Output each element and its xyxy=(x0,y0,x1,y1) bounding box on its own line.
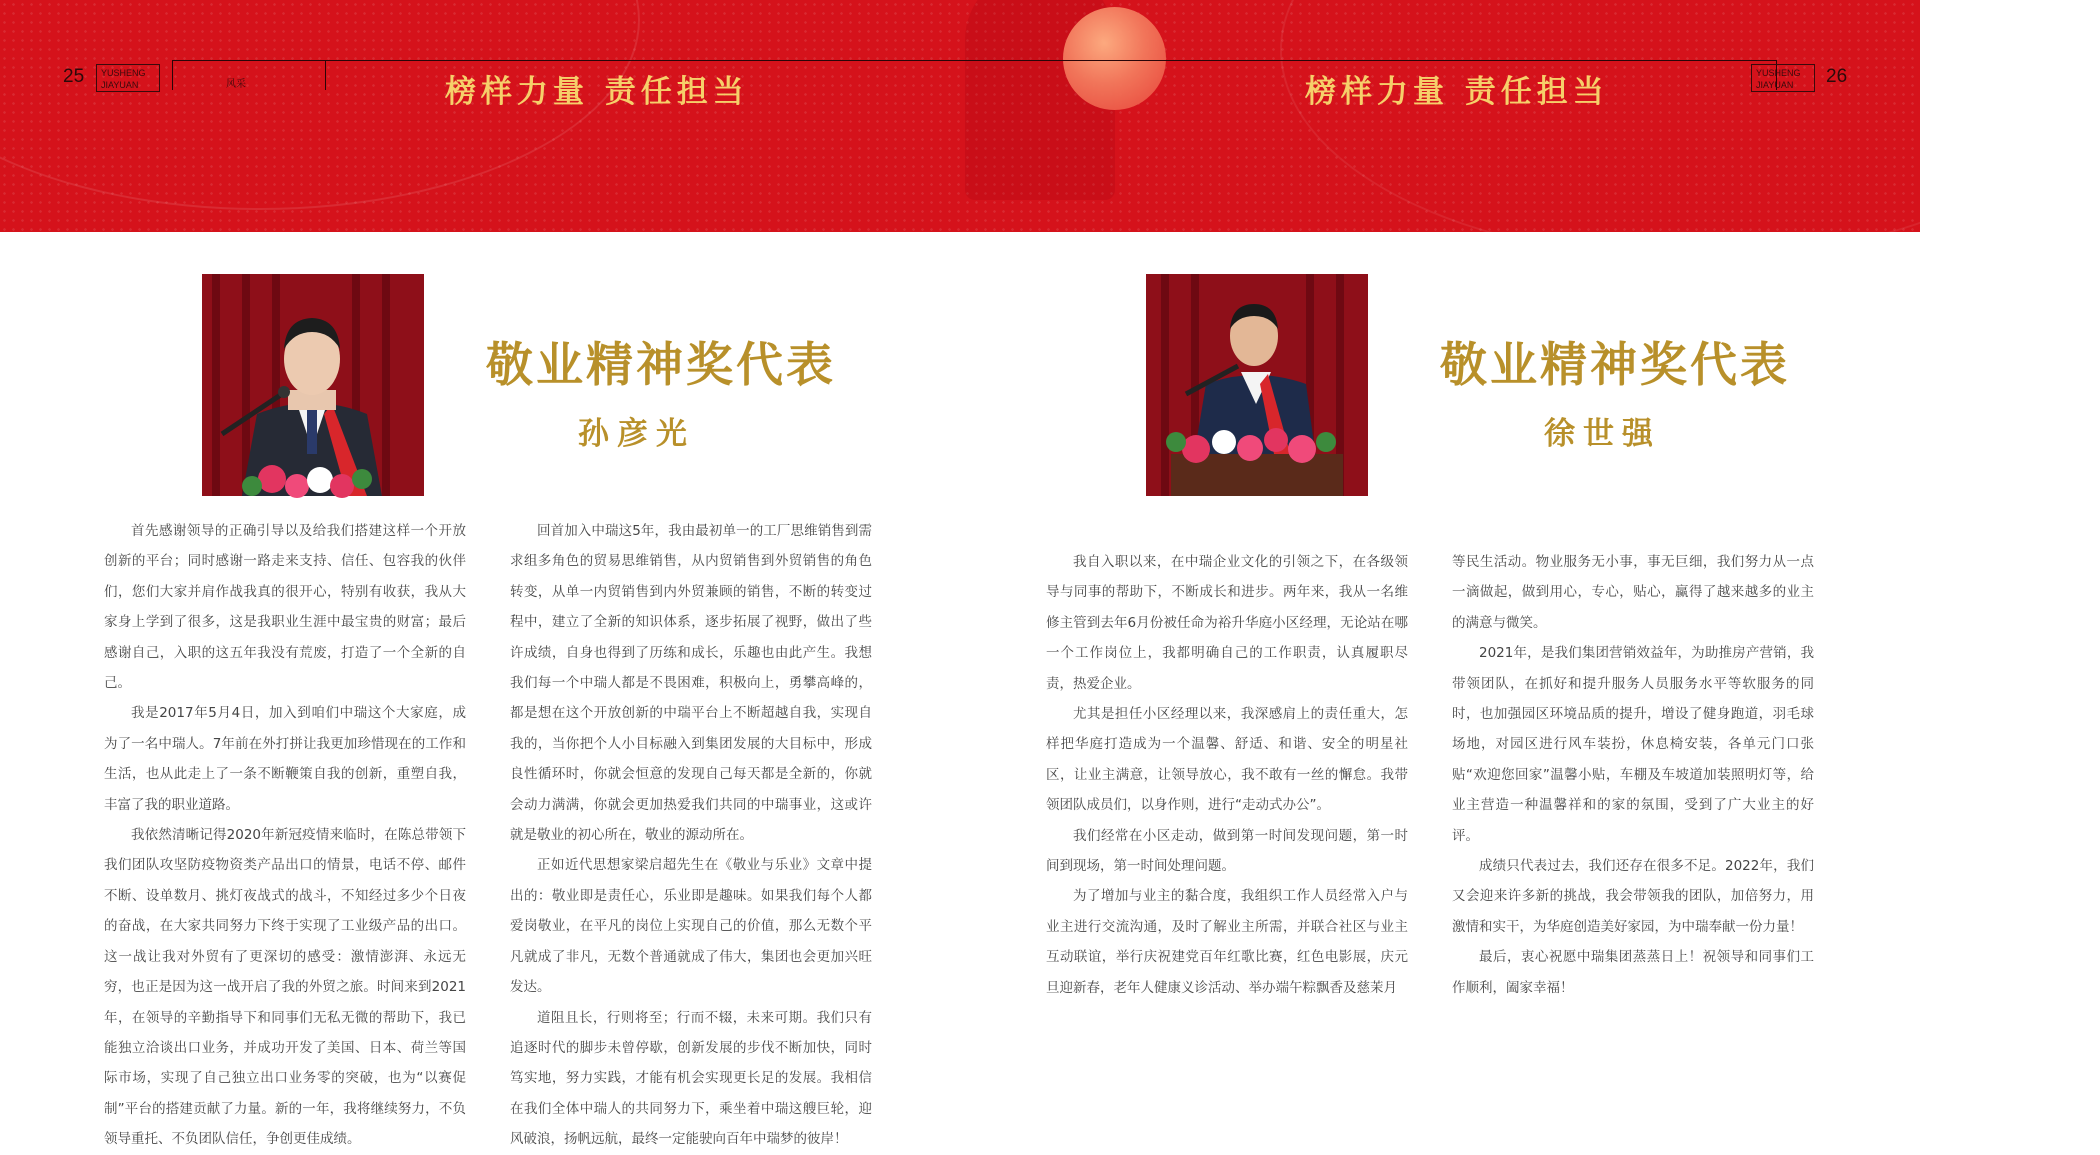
paragraph: 我依然清晰记得2020年新冠疫情来临时，在陈总带领下我们团队攻坚防疫物资类产品出口的情景，电话不停、邮件不断、设单数月、挑灯夜战式的战斗，不知经过多少个日夜的奋战，在大家共同努力下终于实现了工业级产品的出口。这一战让我对外贸有了更深切的感受：激情澎湃、永远无穷，也正是因为这一战开启了我的外贸之旅。时间来到2021年，在领导的辛勤指导下和同事们无私无微的帮助下，我已能独立洽谈出口业务，并成功开发了美国、日本、荷兰等国际市场，实现了自己独立出口业务零的突破，也为“以赛促制”平台的搭建贡献了力量。新的一年，我将继续努力，不负领导重托、不负团队信任，争创更佳成绩。 xyxy=(104,827,466,1148)
person-name-left: 孙彦光 xyxy=(578,416,695,452)
paragraph: 尤其是担任小区经理以来，我深感肩上的责任重大，怎样把华庭打造成为一个温馨、舒适、和谐、安全的明星社区，让业主满意，让领导放心，我不敢有一丝的懈怠。我带领团队成员们，以身作则，进行“走动式办公”。 xyxy=(1046,706,1408,814)
header-rule-tick xyxy=(172,60,173,90)
portrait-photo-left xyxy=(202,274,424,496)
page-number-right: 26 xyxy=(1826,66,1848,87)
banner-sun-decor xyxy=(1063,7,1166,110)
paragraph: 为了增加与业主的黏合度，我组织工作人员经常入户与业主进行交流沟通，及时了解业主所需，并联合社区与业主互动联谊，举行庆祝建党百年红歌比赛，红色电影展，庆元旦迎新春，老年人健康义诊活动、举办端午粽飘香及慈茉月 xyxy=(1046,888,1408,996)
paragraph: 最后，衷心祝愿中瑞集团蒸蒸日上！祝领导和同事们工作顺利，阖家幸福！ xyxy=(1452,949,1814,996)
slogan-left: 榜样力量 责任担当 xyxy=(445,74,749,110)
brand-logo-right: YUSHENG JIAYUAN xyxy=(1751,64,1815,92)
page-number-left: 25 xyxy=(63,66,85,87)
article-column-left-1 xyxy=(104,516,466,1155)
paragraph: 等民生活动。物业服务无小事，事无巨细，我们努力从一点一滴做起，做到用心，专心，贴心，赢得了越来越多的业主的满意与微笑。 xyxy=(1452,554,1814,631)
paragraph: 成绩只代表过去，我们还存在很多不足。2022年，我们又会迎来许多新的挑战，我会带领我的团队，加倍努力，用激情和实干，为华庭创造美好家园，为中瑞奉献一份力量！ xyxy=(1452,858,1814,935)
portrait-illustration xyxy=(1146,274,1368,496)
award-title-right: 敬业精神奖代表 xyxy=(1440,338,1790,393)
person-name-right: 徐世强 xyxy=(1544,416,1661,452)
article-column-right-2 xyxy=(1452,547,1814,1003)
paragraph: 我自入职以来，在中瑞企业文化的引领之下，在各级领导与同事的帮助下，不断成长和进步。两年来，我从一名维修主管到去年6月份被任命为裕升华庭小区经理，无论站在哪一个工作岗位上，我都明确自己的工作职责，认真履职尽责，热爱企业。 xyxy=(1046,554,1408,692)
article-column-right-1 xyxy=(1046,547,1408,1003)
header-rule-tick xyxy=(325,60,326,90)
paragraph: 正如近代思想家梁启超先生在《敬业与乐业》文章中提出的：敬业即是责任心，乐业即是趣味。如果我们每个人都爱岗敬业，在平凡的岗位上实现自己的价值，那么无数个平凡就成了非凡，无数个普通就成了伟大，集团也会更加兴旺发达。 xyxy=(510,857,872,996)
paragraph: 我是2017年5月4日，加入到咱们中瑞这个大家庭，成为了一名中瑞人。7年前在外打拼让我更加珍惜现在的工作和生活，也从此走上了一条不断鞭策自我的创新，重塑自我，丰富了我的职业道路。 xyxy=(104,705,466,813)
slogan-right: 榜样力量 责任担当 xyxy=(1305,74,1609,110)
section-label: 风采 xyxy=(226,79,246,90)
article-column-left-2 xyxy=(510,516,872,1155)
paragraph: 道阻且长，行则将至；行而不辍，未来可期。我们只有追逐时代的脚步未曾停歇，创新发展的步伐不断加快，同时笃实地，努力实践，才能有机会实现更长足的发展。我相信在我们全体中瑞人的共同努力下，乘坐着中瑞这艘巨轮，迎风破浪，扬帆远航，最终一定能驶向百年中瑞梦的彼岸！ xyxy=(510,1009,872,1148)
portrait-illustration xyxy=(202,274,424,496)
header-banner xyxy=(0,0,1920,232)
award-title-left: 敬业精神奖代表 xyxy=(486,338,836,393)
paragraph: 首先感谢领导的正确引导以及给我们搭建这样一个开放创新的平台；同时感谢一路走来支持、信任、包容我的伙伴们，您们大家并肩作战我真的很开心，特别有收获，我从大家身上学到了很多，这是我职业生涯中最宝贵的财富；最后感谢自己，入职的这五年我没有荒废，打造了一个全新的自己。 xyxy=(104,523,466,692)
paragraph: 2021年，是我们集团营销效益年，为助推房产营销，我带领团队，在抓好和提升服务人员服务水平等软服务的同时，也加强园区环境品质的提升，增设了健身跑道，羽毛球场地，对园区进行风车装扮，休息椅安装，各单元门口张贴“欢迎您回家”温馨小贴，车棚及车坡道加装照明灯等，给业主营造一种温馨祥和的家的氛围，受到了广大业主的好评。 xyxy=(1452,645,1814,844)
portrait-photo-right xyxy=(1146,274,1368,496)
paragraph: 我们经常在小区走动，做到第一时间发现问题，第一时间到现场，第一时间处理问题。 xyxy=(1046,827,1408,875)
brand-logo-left: YUSHENG JIAYUAN xyxy=(96,64,160,92)
paragraph: 回首加入中瑞这5年，我由最初单一的工厂思维销售到需求组多角色的贸易思维销售，从内贸销售到外贸销售的角色转变，从单一内贸销售到内外贸兼顾的销售，不断的转变过程中，建立了全新的知识体系，逐步拓展了视野，做出了些许成绩，自身也得到了历练和成长，乐趣也由此产生。我想我们每一个中瑞人都是不畏困难，积极向上，勇攀高峰的，都是想在这个开放创新的中瑞平台上不断超越自我，实现自我的，当你把个人小目标融入到集团发展的大目标中，形成良性循环时，你就会恒意的发现自己每天都是全新的，你就会动力满满，你就会更加热爱我们共同的中瑞事业，这或许就是敬业的初心所在，敬业的源动所在。 xyxy=(510,523,872,844)
banner-decor-curve xyxy=(1280,0,2100,260)
header-rule xyxy=(172,60,1777,61)
